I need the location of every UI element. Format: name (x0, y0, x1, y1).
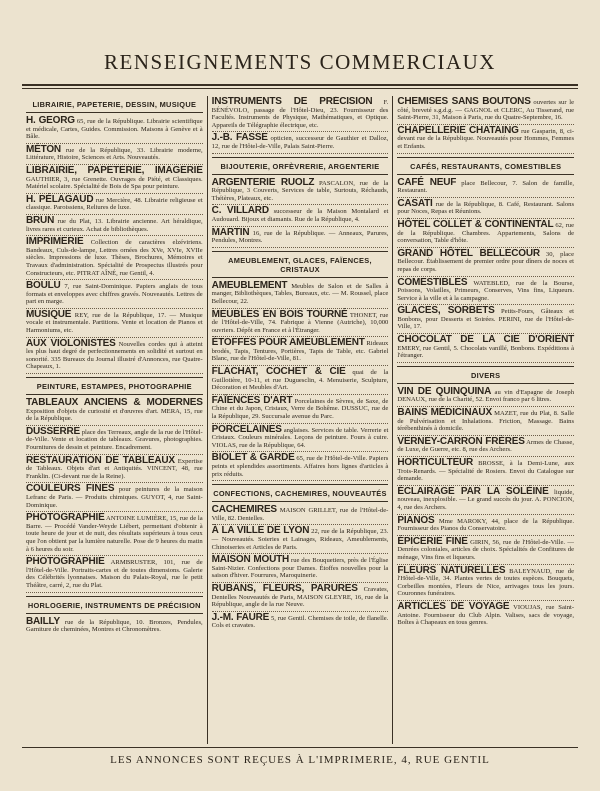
advert-entry (212, 504, 389, 525)
advert-name: ARTICLES DE VOYAGE (397, 600, 510, 612)
advert-name: ÉPICERIE FINE (397, 535, 468, 547)
footer-rule (22, 747, 578, 748)
advert-entry (397, 536, 574, 565)
advert-name: BAILLY (26, 615, 60, 627)
advert-name: DUSSERRE (26, 425, 80, 437)
advert-entry (212, 612, 389, 632)
column-1 (22, 96, 207, 744)
advert-name: MÉTON (26, 143, 61, 155)
page-title: RENSEIGNEMENTS COMMERCIAUX (104, 50, 496, 74)
section-heading: BIJOUTERIE, ORFÈVRERIE, ARGENTERIE (212, 157, 389, 175)
advert-name: GLACES, SORBETS (397, 305, 495, 317)
advert-text: EMERY, rue Gentil, 5. Chocolats vanillé, Bonbons. Expéditions à l'étranger. (397, 344, 575, 360)
advert-name: BAINS MÉDICINAUX (397, 407, 492, 419)
advert-text: rue des Bouquetiers, près de l'Église Saint-Nizier. Confections pour Dames. Étoffes nouvelles pour la saison d'hiver. Fourrures, Maroquinerie. (211, 557, 389, 580)
advert-name: COMESTIBLES (397, 276, 468, 288)
advert-name: LIBRAIRIE, PAPETERIE, IMAGERIE (26, 164, 203, 176)
advert-name: À LA VILLE DE LYON (211, 525, 310, 537)
advert-text: anglaises. Services de table. Verrerie et Cristaux. Couleurs minérales. Leçons de peinture. Fours à cuire. VIOLAS, rue de la République, 64. (211, 426, 389, 449)
advert-name: H. GEORG (26, 115, 75, 126)
advert-text: MAZET, rue du Plat, 8. Salle de Pulvérisation et Inhalations. Friction, Massage. Bains térébenthinés à domicile. (397, 410, 575, 433)
advert-text: rue du Plat, 13. Librairie ancienne. Art héraldique, livres rares et curieux. Achat de bibliothèques. (26, 217, 203, 233)
section-heading: CAFÉS, RESTAURANTS, COMESTIBLES (397, 157, 574, 175)
advert-entry (212, 177, 389, 206)
title-rule-thin (22, 88, 578, 89)
advert-entry (212, 205, 389, 226)
advert-name: CHAPELLERIE CHATAING (397, 124, 519, 136)
advert-name: RUBANS, FLEURS, PARURES (211, 582, 358, 594)
advert-entry (26, 426, 203, 455)
advert-entry (212, 452, 389, 481)
advert-name: C. VILLARD (211, 205, 269, 217)
advert-entry (212, 280, 389, 309)
advert-name: FAÏENCES D'ART (211, 394, 293, 406)
advert-name: CHOCOLAT DE LA CIE D'ORIENT (397, 334, 575, 346)
advert-entry (26, 144, 203, 165)
advert-entry (26, 338, 203, 374)
advert-text: rue de la République, 8. Café, Restaurant. Salons pour Noces, Repas et Réunions. (397, 200, 575, 216)
advert-text: VIOUJAS, rue Saint-Antoine. Fournisseur du Club Alpin. Valises, sacs de voyage, Boîtes à Chapeaux en tous genres. (397, 603, 575, 627)
advert-entry (397, 601, 574, 629)
advert-entry (397, 96, 574, 125)
advert-text: rue de la République, 33. Librairie moderne, Littérature, Histoire, Sciences et Arts. Nouveautés. (26, 146, 203, 162)
advert-text: 7, rue Saint-Dominique. Papiers anglais de tous formats et enveloppes avec chiffres gravés. Nouveautés. Lettres de part en marge. (26, 283, 203, 306)
section-heading: CONFECTIONS, CACHEMIRES, NOUVEAUTÉS (212, 484, 389, 502)
advert-entry (26, 115, 203, 144)
advert-name: COULEURS FINES (26, 483, 115, 495)
advert-name: ÉTOFFES POUR AMEUBLEMENT (211, 337, 365, 349)
advert-text: Rideaux brodés, Tapis, Tentures, Portières, Tapis de Table, etc. Gabriel Blanc, rue de l'Hôtel-de-Ville, 81. (211, 340, 389, 363)
advert-text: rue Mercière, 48. Librairie religieuse et classique. Paroissiens, Reliures de luxe. (26, 196, 203, 212)
advert-name: MAISON MOUTH (211, 554, 290, 566)
advert-text: successeur de la Maison Montalard et Audouard. Bijoux et diamants. Rue de la République, 4. (211, 208, 389, 223)
section-heading: AMEUBLEMENT, GLACES, FAÏENCES, CRISTAUX (212, 251, 389, 278)
advert-text: BROSSE, à la Demi-Lune, aux Trois-Renards. — Spécialité de Rosiers. Envoi du Catalogue sur demande. (397, 460, 575, 483)
advert-name: MEUBLES EN BOIS TOURNÉ (211, 308, 348, 320)
advert-name: PHOTOGRAPHIE (26, 512, 105, 524)
advert-name: J.-M. FAURE (211, 611, 270, 623)
advert-name: J.-B. FASSE (211, 132, 268, 144)
advert-name: BRUN (26, 214, 55, 226)
advert-entry (212, 583, 389, 612)
advert-name: FLACHAT, COCHET & CIE (211, 366, 346, 378)
advert-entry (26, 556, 203, 592)
advert-text: BALEYNAUD, rue de l'Hôtel-de-Ville, 34. Plantes vertes de toutes espèces. Bouquets, Corbeilles montées, Fleurs de Nice, arrivages tous les jours. Couronnes funéraires. (397, 567, 575, 598)
advert-text: PASCALON, rue de la République, 3 Couverts, Services de table, Surtouts, Réchauds, Théières, Plateaux, etc. (211, 179, 389, 202)
advert-name: TABLEAUX ANCIENS & MODERNES (26, 397, 203, 409)
advert-text: Porcelaines de Sèvres, de Saxe, de Chine et du Japon, Cristaux, Verre de Bohême. DUSSUC, rue de la République, 29. Succursale avenue du Parc. (211, 397, 389, 421)
advert-name: RESTAURATION DE TABLEAUX (26, 454, 175, 466)
advert-text: MAISON GRILLET, rue de l'Hôtel-de-Ville, 82. Dentelles. (211, 507, 389, 522)
advert-name: CACHEMIRES (211, 504, 277, 516)
advert-entry (397, 125, 574, 154)
advert-entry (212, 395, 389, 424)
advert-name: IMPRIMERIE (26, 236, 84, 248)
advert-text: 62, rue de la République. Chambres. Appartements, Salons de conversation, Table d'hôte. (397, 221, 575, 245)
advert-entry (212, 132, 389, 153)
advert-entry (26, 397, 203, 426)
advert-text: 5, rue Gentil. Chemises de toile, de flanelle. Cols et cravates. (211, 614, 389, 630)
advert-text: quai de la Guillotière, 10-11, et rue Duguesclin, 4. Menuiserie, Sculpture, Décoration et Meubles d'Art. (211, 369, 389, 392)
advert-text: 22, rue de la République, 23. — Nouveautés. Soieries et Lainages, Rideaux, Ameublements, Chinoiseries et Articles de Paris. (211, 528, 389, 551)
advert-entry (397, 407, 574, 436)
advert-entry (397, 198, 574, 219)
advert-entry (26, 280, 203, 309)
advert-entry (397, 515, 574, 536)
advert-name: VERNEY-CARRON FRÈRES (397, 435, 525, 447)
advert-entry (397, 334, 574, 363)
advert-entry (397, 486, 574, 515)
advert-text: 16, rue de la République. — Anneaux, Parures, Pendules, Montres. (211, 229, 389, 245)
advert-entry (397, 305, 574, 334)
advert-entry (212, 424, 389, 453)
advert-name: BIOLET & GARDE (211, 452, 295, 464)
advert-entry (397, 248, 574, 277)
advert-entry (26, 165, 203, 194)
advert-text: pour peintures de la maison Lefranc de Paris. — Produits chimiques. GUYOT, 4, rue Saint-Dominique. (26, 486, 203, 509)
advert-name: HORTICULTEUR (397, 457, 474, 468)
advert-text: 65, rue de l'Hôtel-de-Ville. Papiers peints et splendides assortiments. Affaires hors lignes d'articles à prix réduits. (211, 455, 389, 478)
advert-entry (212, 337, 389, 366)
advert-text: REY, rue de la République, 17. — Musique vocale et instrumentale. Partitions. Vente et location de Pianos et Harmoniums, etc. (26, 311, 203, 335)
advert-name: ÉCLAIRAGE PAR LA SOLÉINE (397, 485, 549, 497)
advert-entry (26, 215, 203, 236)
advert-text: Expertise de Tableaux. Objets d'art et Antiquités. VINCENT, 48, rue Franklin. (Ci-devant rue de la Reine). (26, 457, 203, 480)
advert-entry (26, 236, 203, 280)
advert-text: place Bellecour, 7. Salon de famille, Restaurant. (397, 179, 575, 195)
advert-name: AMEUBLEMENT (211, 279, 288, 291)
advert-text: WATEBLED, rue de la Bourse, Poissons, Volailles, Primeurs, Conserves, Vins fins, Liqueurs. Service à la ville et à la campagne. (397, 279, 575, 302)
column-3 (392, 96, 578, 744)
advert-name: CASATI (397, 197, 433, 209)
advert-entry (212, 309, 389, 338)
advert-text: opticien, successeur de Gauthier et Dalloz, 12, rue de l'Hôtel-de-Ville, Palais Saint-Pierre. (211, 135, 389, 150)
advert-text: Exposition d'objets de curiosité et d'œuvres d'art. MERA, 15, rue de la République. (26, 407, 203, 423)
advert-entry (212, 366, 389, 395)
advert-name: HÔTEL COLLET & CONTINENTAL (397, 218, 554, 230)
advert-text: rue Gasparin, 8, ci-devant rue de la République. Nouveautés pour Hommes, Femmes et Enfants. (397, 127, 575, 150)
advert-entry (397, 436, 574, 457)
advert-text: au vin d'Espagne de Joseph DENAUX, rue de la Charité, 52. Envoi franco par 6 litres. (397, 388, 574, 404)
advert-name: MUSIQUE (26, 308, 72, 320)
column-2 (207, 96, 393, 744)
advert-name: ARGENTERIE RUOLZ (211, 176, 315, 188)
advert-entry (397, 277, 574, 306)
advert-text: liquide, nouveau, inexplosible. — Le grand succès du jour. A. PONCION, 4, rue des Archers. (397, 488, 575, 511)
advert-name: FLEURS NATURELLES (397, 564, 506, 576)
advert-text: Petits-Fours, Gâteaux et Bonbons, pour Desserts et Soirées. PERINI, rue de l'Hôtel-de-Ville, 17. (397, 308, 575, 331)
advert-text: Nouvelles cordes qui à atteint les plus haut degré de perfectionnements en solidité et surtout en sonorité. 335 Bureaux du Journal illustré d'Annonces, rue Quatre-Chapeaux, 1. (26, 340, 203, 371)
advert-entry (397, 177, 574, 198)
advert-text: THONET, rue de l'Hôtel-de-Ville, 74. Fabrique à Vienne (Autriche), 10,000 ouvriers. Dépôt en France et à l'Étranger. (211, 311, 389, 334)
advert-name: H. PÉLAGAUD (26, 193, 94, 205)
advert-text: Mme MAROKY, 44, place de la République. Fournisseur des Pianos du Conservatoire. (397, 517, 575, 533)
advert-entry (212, 96, 389, 132)
advert-entry (397, 219, 574, 248)
advert-entry (212, 554, 389, 583)
advert-entry (397, 457, 574, 486)
advert-text: Collection de caractères elzéviriens. Bandeaux, Culs-de-lampe, Lettres ornées des XVe, XVIe, XVIIe siècles. Impressions de luxe. Thèses, Brochures, Mémoires et Travaux d'administration. Spécialité de Prospectus illustrés pour Constructeurs, etc. PITRAT AÎNÉ, rue Gentil, 4. (26, 239, 203, 277)
advert-entry (26, 512, 203, 556)
advert-entry (26, 194, 203, 215)
advert-name: PIANOS (397, 514, 435, 526)
advert-text: 30, place Bellecour. Établissement de premier ordre pour dîners de noces et repas de corps. (397, 250, 575, 273)
advert-name: INSTRUMENTS DE PRÉCISION (211, 96, 373, 107)
advert-text: F. BÉNÉVOLO, passage de l'Hôtel-Dieu, 23. Fournisseur des Facultés. Instruments de Physique, Mathématiques, et Optique. Appareils de Télégraphie électrique, etc. (211, 99, 389, 129)
advert-text: ARMBRUSTER, 101, rue de l'Hôtel-de-Ville. Portraits-cartes et de toutes dimensions. Galerie des Célébrités lyonnaises. Maison du Palais-Royal, rue le petit Théâtre, carré, 2, rue du Plat. (26, 559, 203, 589)
advert-name: AUX VIOLONISTES (26, 337, 116, 349)
page-footer: LES ANNONCES SONT REÇUES À L'IMPRIMERIE, 4, RUE GENTIL (110, 754, 490, 766)
advert-text: 65, rue de la République. Librairie scientifique et médicale, Cartes, Guides. Commission. Maisons à Genève et à Bâle. (26, 118, 203, 141)
advert-text: ouvertes sur le côté, breveté s.g.d.g. — GAGNOL et CLERC, Au Tisserand, rue Saint-Pierre, 31, Maison à Paris, rue du Quatre-Septembre, 16. (397, 99, 575, 122)
advert-entry (212, 525, 389, 554)
advert-text: Armes de Chasse, de Luxe, de Guerre, etc. 8, rue des Archers. (397, 438, 574, 454)
advert-name: VIN DE QUINQUINA (397, 385, 492, 397)
advert-name: BOULU (26, 280, 61, 292)
advert-entry (26, 616, 203, 636)
advert-name: CHEMISES SANS BOUTONS (397, 96, 531, 107)
advert-entry (397, 386, 574, 407)
advert-name: MARTIN (211, 226, 250, 238)
advert-name: PORCELAINES (211, 423, 282, 435)
section-heading: DIVERS (397, 366, 574, 384)
advert-text: GIRIN, 56, rue de l'Hôtel-de-Ville. — Denrées coloniales, articles de choix. Spécialités de Confitures de ménage, Vins fins et liqueurs. (397, 538, 575, 561)
title-rule (22, 84, 578, 86)
section-heading: HORLOGERIE, INSTRUMENTS DE PRÉCISION (26, 596, 203, 614)
listing-columns (22, 96, 578, 744)
advert-text: ANTOINE LUMIÈRE, 15, rue de la Barre. — Procédé Vander-Weyde Liébert, permettant d'obtenir à toute heure de jour et de nuit, des résultats supérieurs à tous ceux que l'on obtient par la lumière naturelle. Pose de 9 heures du matin à 6 heures du soir. (26, 515, 203, 553)
advert-text: rue de la République, 10. Bronzes, Pendules, Garniture de cheminées, Montres et Chronomètres. (26, 618, 203, 634)
section-heading: PEINTURE, ESTAMPES, PHOTOGRAPHIE (26, 377, 203, 395)
advert-entry (26, 309, 203, 338)
advert-name: CAFÉ NEUF (397, 176, 457, 188)
advert-text: GAUTHIER, 3, rue Grenette. Ouvrages de Piété, et Classiques. Matériel scolaire. Spécialité de Bois de Spa pour peinture. (26, 175, 203, 191)
advert-entry (212, 227, 389, 248)
advert-entry (26, 455, 203, 484)
section-heading: LIBRAIRIE, PAPETERIE, DESSIN, MUSIQUE (26, 96, 203, 113)
advert-entry (397, 565, 574, 601)
advert-text: Cravates, Dentelles Nouveautés de Paris, MAISON GLEYRE, 16, rue de la République, angle de la rue Neuve. (211, 585, 389, 609)
advert-name: PHOTOGRAPHIE (26, 556, 105, 568)
advert-name: GRAND HÔTEL BELLECOUR (397, 247, 540, 259)
advert-entry (26, 483, 203, 512)
advert-text: place des Terreaux, angle de la rue de l'Hôtel-de-Ville. Vente et location de tableaux. Gravures, photographies. Fournitures de dessin et peinture. Encadrement. (26, 428, 203, 451)
advert-text: Meubles de Salon et de Salles à manger, Bibliothèques, Tables, Bureaux, etc. — M. Roussel, place Bellecour, 22. (211, 282, 389, 305)
